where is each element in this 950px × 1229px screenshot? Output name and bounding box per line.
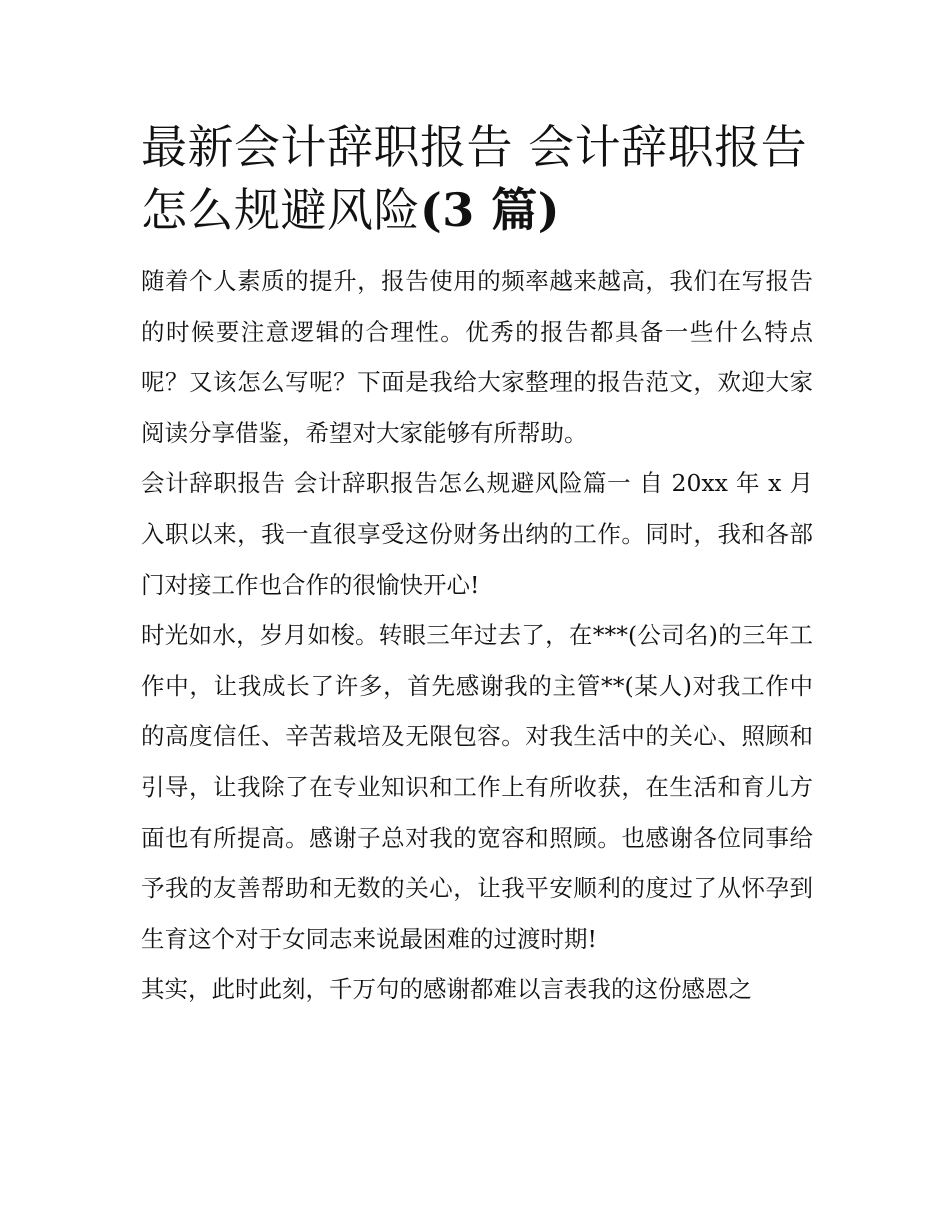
paragraph-intro: 随着个人素质的提升，报告使用的频率越来越高，我们在写报告的时候要注意逻辑的合理性。优秀的报告都具备一些什么特点呢？又该怎么写呢？下面是我给大家整理的报告范文，欢迎大家阅读分享借鉴，希望对大家能够有所帮助。 <box>141 267 813 447</box>
paragraph-closing: 其实，此时此刻，千万句的感谢都难以言表我的这份感恩之 <box>141 975 752 1004</box>
document-body <box>141 116 813 1015</box>
title-main-text: 最新会计辞职报告 会计辞职报告怎么规避风险 <box>141 120 808 237</box>
document-title <box>141 116 813 242</box>
paragraph-section-one-opening: 会计辞职报告 会计辞职报告怎么规避风险篇一 自 20xx 年 x 月入职以来，我一直很享受这份财务出纳的工作。同时，我和各部门对接工作也合作的很愉快开心! <box>141 469 813 599</box>
paragraph-gratitude: 时光如水，岁月如梭。转眼三年过去了，在***(公司名)的三年工作中，让我成长了许多，首先感谢我的主管**(某人)对我工作中的高度信任、辛苦栽培及无限包容。对我生活中的关心、照顾和引导，让我除了在专业知识和工作上有所收获，在生活和育儿方面也有所提高。感谢子总对我的宽容和照顾。也感谢各位同事给予我的友善帮助和无数的关心，让我平安顺利的度过了从怀孕到生育这个对于女同志来说最困难的过渡时期! <box>141 621 813 953</box>
title-suffix-text: (3 篇) <box>420 183 561 237</box>
